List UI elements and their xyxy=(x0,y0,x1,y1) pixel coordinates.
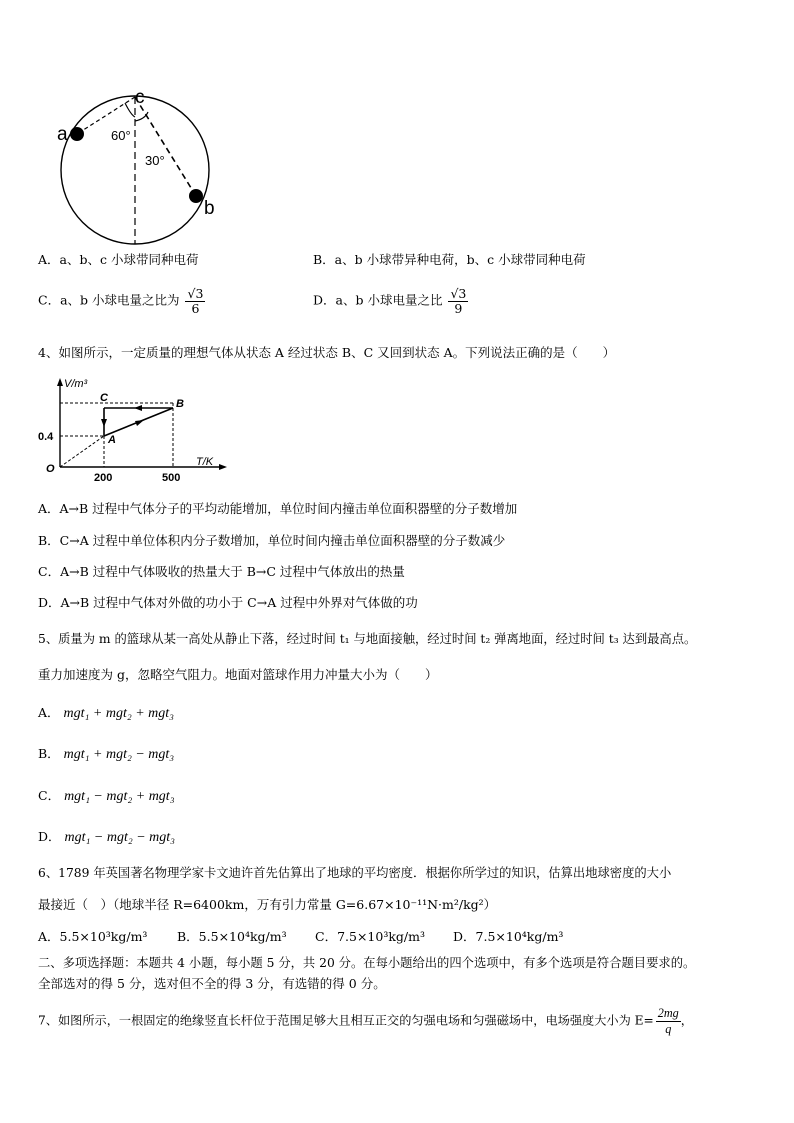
angle-60-label: 60° xyxy=(111,128,131,143)
x-tick-500: 500 xyxy=(162,472,181,484)
q6-option-a: A．5.5×10³kg/m³ xyxy=(38,929,148,944)
arrow-bc xyxy=(134,405,142,411)
q3-option-c xyxy=(38,286,205,316)
angle-arc-30 xyxy=(135,112,148,121)
section2-heading-line1: 二、多项选择题：本题共 4 小题，每小题 5 分，共 20 分。在每小题给出的四个选项中，有多个选项是符合题目要求的。 xyxy=(38,956,696,970)
q6-stem-line1: 6、1789 年英国著名物理学家卡文迪许首先估算出了地球的平均密度．根据你所学过的知识，估算出地球密度的大小 xyxy=(38,866,672,880)
q7-stem-text: 7、如图所示，一根固定的绝缘竖直长杆位于范围足够大且相互正交的匀强电场和匀强磁场中，电场强度大小为 E= xyxy=(38,1013,654,1028)
q3-option-c-num: √3 xyxy=(187,286,204,301)
q7-frac-num: 2mg xyxy=(657,1006,679,1020)
label-c: c xyxy=(135,87,145,108)
q5-option-c xyxy=(38,786,175,805)
q5-option-b-label: B． xyxy=(38,746,60,761)
origin-label: O xyxy=(46,463,55,475)
q7-frac-den: q xyxy=(665,1022,672,1036)
x-tick-200: 200 xyxy=(94,472,113,484)
y-axis-label: V/m³ xyxy=(64,378,88,390)
ball-a xyxy=(70,127,84,141)
angle-arc-60 xyxy=(125,103,135,117)
q7-stem-tail: ， xyxy=(680,1013,693,1028)
dash-origin-a xyxy=(60,436,104,467)
q3-option-d-text: D．a、b 小球电量之比 xyxy=(313,292,443,308)
q3-option-d-fraction xyxy=(448,286,468,316)
section2-heading-line2: 全部选对的得 5 分，选对但不全的得 3 分，有选错的得 0 分。 xyxy=(38,976,386,991)
q6-option-d: D．7.5×10⁴kg/m³ xyxy=(453,929,564,944)
q5-option-d-label: D． xyxy=(38,829,61,844)
q3-option-c-fraction xyxy=(185,286,205,316)
ball-b xyxy=(189,189,203,203)
q5-option-d xyxy=(38,827,175,846)
q3-option-d-den: 9 xyxy=(454,301,463,316)
q7-fraction xyxy=(656,1006,681,1036)
angle-30-label: 30° xyxy=(145,153,165,168)
x-axis-label: T/K xyxy=(196,456,214,468)
y-tick-0.4: 0.4 xyxy=(38,431,54,443)
q3-option-b: B．a、b 小球带异种电荷，b、c 小球带同种电荷 xyxy=(313,252,586,267)
q3-option-d-num: √3 xyxy=(450,286,467,301)
q3-option-d xyxy=(313,286,468,316)
x-axis-arrow xyxy=(219,464,227,470)
point-a-label: A xyxy=(108,434,116,446)
y-axis-arrow xyxy=(57,378,63,386)
label-b: b xyxy=(204,198,215,219)
q7-stem xyxy=(38,1006,693,1036)
q5-option-a-label: A． xyxy=(38,705,60,720)
q3-option-a: A．a、b、c 小球带同种电荷 xyxy=(38,252,199,267)
q5-option-c-label: C． xyxy=(38,788,61,803)
q5-option-a-expr: mgt₁ + mgt₂ + mgt₃ xyxy=(63,706,175,721)
q3-option-c-text: C．a、b 小球电量之比为 xyxy=(38,292,180,308)
q4-stem: 4、如图所示，一定质量的理想气体从状态 A 经过状态 B、C 又回到状态 A。下列说法正确的是（ ） xyxy=(38,345,616,360)
line-cb xyxy=(135,97,196,196)
circle-figure xyxy=(55,85,235,250)
arrow-ab xyxy=(135,420,144,426)
q6-stem-line2: 最接近（ ）（地球半径 R=6400km，万有引力常量 G=6.67×10⁻¹¹N·m²/kg²） xyxy=(38,897,497,912)
q5-stem-line2: 重力加速度为 g，忽略空气阻力。地面对篮球作用力冲量大小为（ ） xyxy=(38,667,438,682)
q4-option-b: B．C→A 过程中单位体积内分子数增加，单位时间内撞击单位面积器壁的分子数减少 xyxy=(38,533,506,548)
q4-vt-graph xyxy=(38,375,238,490)
q5-option-a xyxy=(38,703,174,722)
q5-stem-line1: 5、质量为 m 的篮球从某一高处从静止下落，经过时间 t₁ 与地面接触，经过时间 t₂ 弹离地面，经过时间 t₃ 达到最高点。 xyxy=(38,632,697,646)
q3-option-c-den: 6 xyxy=(191,301,200,316)
q5-option-c-expr: mgt₁ − mgt₂ + mgt₃ xyxy=(64,789,175,804)
point-c-label: C xyxy=(100,392,108,404)
q5-option-d-expr: mgt₁ − mgt₂ − mgt₃ xyxy=(64,830,176,845)
q4-option-d: D．A→B 过程中气体对外做的功小于 C→A 过程中外界对气体做的功 xyxy=(38,595,418,610)
point-b-label: B xyxy=(176,398,184,410)
q4-option-c: C．A→B 过程中气体吸收的热量大于 B→C 过程中气体放出的热量 xyxy=(38,564,405,579)
q4-option-a: A．A→B 过程中气体分子的平均动能增加，单位时间内撞击单位面积器壁的分子数增加 xyxy=(38,501,518,516)
q5-option-b-expr: mgt₁ + mgt₂ − mgt₃ xyxy=(63,747,175,762)
q5-option-b xyxy=(38,744,174,763)
arrow-ca xyxy=(101,419,107,427)
label-a: a xyxy=(57,124,68,145)
q6-option-b: B．5.5×10⁴kg/m³ xyxy=(177,929,287,944)
q6-option-c: C．7.5×10³kg/m³ xyxy=(315,929,425,944)
